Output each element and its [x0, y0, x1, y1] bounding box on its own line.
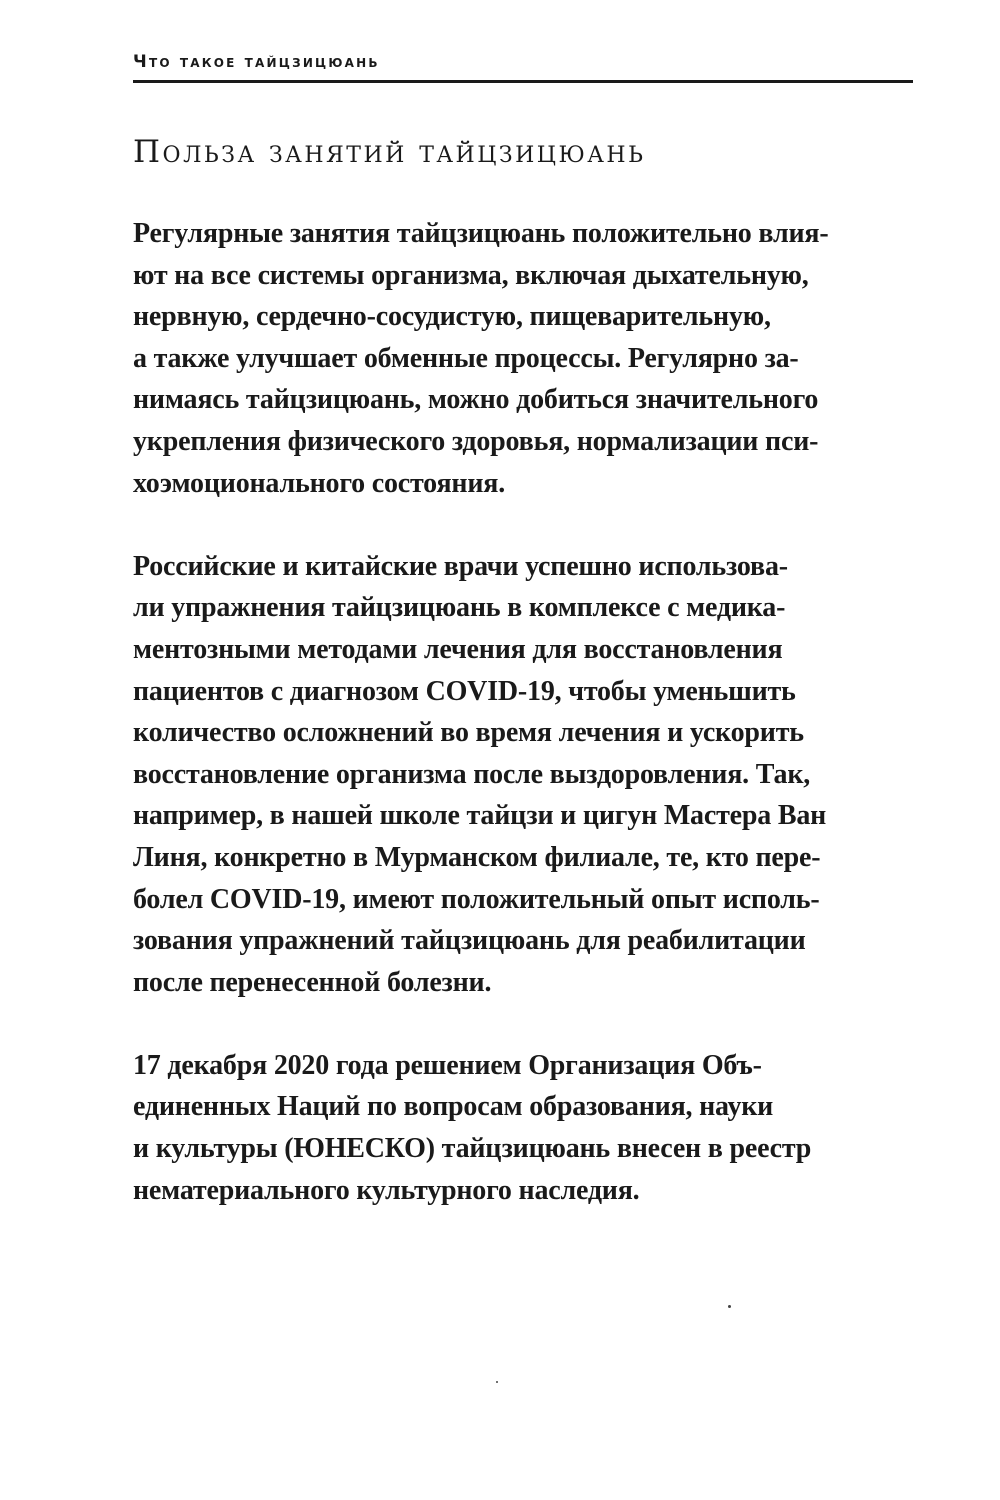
running-head-text: Что такое тайцзицюань [133, 52, 380, 72]
print-speck [496, 1381, 498, 1383]
text-line: например, в нашей школе тайцзи и цигун Мастера Ван [133, 800, 827, 832]
text-line: Линя, конкретно в Мурманском филиале, те, кто пере- [133, 841, 821, 873]
print-speck [728, 1305, 731, 1308]
text-line: после перенесенной болезни. [133, 966, 492, 998]
text-line: хоэмоционального состояния. [133, 467, 506, 499]
text-line: Российские и китайские врачи успешно использова- [133, 550, 788, 582]
paragraph-1 [133, 213, 918, 504]
text-line: и культуры (ЮНЕСКО) тайцзицюань внесен в реестр [133, 1133, 812, 1165]
text-line: укрепления физического здоровья, нормализации пси- [133, 425, 819, 457]
section-title: Польза занятий тайцзицюань [133, 134, 646, 170]
text-line: нимаясь тайцзицюань, можно добиться значительного [133, 384, 819, 416]
running-head [133, 50, 913, 83]
body-text [133, 213, 918, 1253]
text-line: болел COVID-19, имеют положительный опыт исполь- [133, 883, 820, 915]
text-line: а также улучшает обменные процессы. Регулярно за- [133, 342, 799, 374]
text-line: ют на все системы организма, включая дыхательную, [133, 259, 809, 291]
text-line: нематериального культурного наследия. [133, 1174, 640, 1206]
text-line: восстановление организма после выздоровления. Так, [133, 758, 811, 790]
text-line: зования упражнений тайцзицюань для реабилитации [133, 925, 806, 957]
text-line: единенных Наций по вопросам образования, науки [133, 1091, 774, 1123]
text-line: ли упражнения тайцзицюань в комплексе с медика- [133, 592, 786, 624]
paragraph-2 [133, 546, 918, 1004]
text-line: Регулярные занятия тайцзицюань положительно влия- [133, 218, 829, 249]
text-line: ментозными методами лечения для восстановления [133, 633, 783, 665]
text-line: нервную, сердечно-сосудистую, пищеварительную, [133, 301, 771, 333]
text-line: количество осложнений во время лечения и ускорить [133, 717, 804, 749]
text-line: 17 декабря 2020 года решением Организация Объ- [133, 1049, 762, 1081]
paragraph-3 [133, 1045, 918, 1211]
text-line: пациентов с диагнозом COVID-19, чтобы уменьшить [133, 675, 796, 707]
